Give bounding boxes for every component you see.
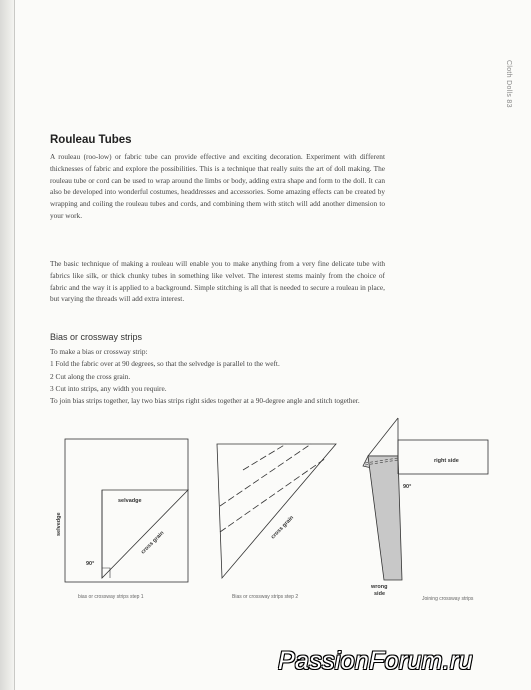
caption-diagram-2: Bias or crossway strips step 2 <box>232 594 299 600</box>
paragraph-technique: The basic technique of making a rouleau will enable you to make anything from a very fine delicate tube with fabrics like silk, or thick chunky tubes in something like velvet. The interest stems mainly from the choice of fabric and the way it is applied to a background. Simple stitching is all that is needed to secure a rouleau in place, but varying the threads will add extra interest. <box>50 259 385 304</box>
caption-diagram-1: bias or crossway strips step 1 <box>78 594 144 600</box>
watermark-text: PassionForum.ru <box>278 647 473 675</box>
step-3: 3 Cut into strips, any width you require. <box>50 383 167 393</box>
step-1: 1 Fold the fabric over at 90 degrees, so that the selvedge is parallel to the weft. <box>50 359 280 369</box>
label-right-side: right side <box>434 458 459 464</box>
subheading-bias-strips: Bias or crossway strips <box>50 332 143 342</box>
running-head <box>500 60 514 140</box>
label-side: side <box>374 591 386 597</box>
label-cross-grain-2: cross grain <box>270 514 296 541</box>
paragraph-intro: A rouleau (roo-low) or fabric tube can provide effective and exciting decoration. Experiment with different thicknesses of fabric and explore the possibilities. This is a technique that really suits the art of doll making. The rouleau tube or cord can be used to wrap around the limbs or body, adding extra shape and form to the doll. It can also be developed into wonderful costumes, headdresses and accessories. Some amazing effects can be created by wrapping and coiling the rouleau tubes and cords, and combining them with stitch will add another dimension to your work. <box>50 152 385 220</box>
label-angle-1: 90° <box>86 561 95 567</box>
section-title: Rouleau Tubes <box>50 134 132 146</box>
step-intro: To make a bias or crossway strip: <box>50 347 148 356</box>
label-wrong: wrong <box>371 584 388 590</box>
diagram-joining <box>363 418 488 602</box>
step-join: To join bias strips together, lay two bias strips right sides together at a 90-degree angle and stitch together. <box>50 396 360 406</box>
steps-list <box>50 346 390 407</box>
label-angle-3: 90° <box>403 484 412 490</box>
page-spine-shadow <box>0 0 14 690</box>
page-gutter-line <box>14 0 15 690</box>
caption-diagram-3: Joining crossway strips <box>422 596 474 602</box>
label-cross-grain-1: cross grain <box>140 530 166 556</box>
step-2: 2 Cut along the cross grain. <box>50 371 131 381</box>
label-selvedge-side: selvedge <box>56 512 62 536</box>
running-head-text: Cloth Dolls 83 <box>505 60 512 108</box>
diagrams <box>50 408 490 608</box>
label-selvadge-fold: selvadge <box>118 498 142 504</box>
diagram-step-1 <box>56 439 188 600</box>
diagram-step-2 <box>217 444 336 600</box>
